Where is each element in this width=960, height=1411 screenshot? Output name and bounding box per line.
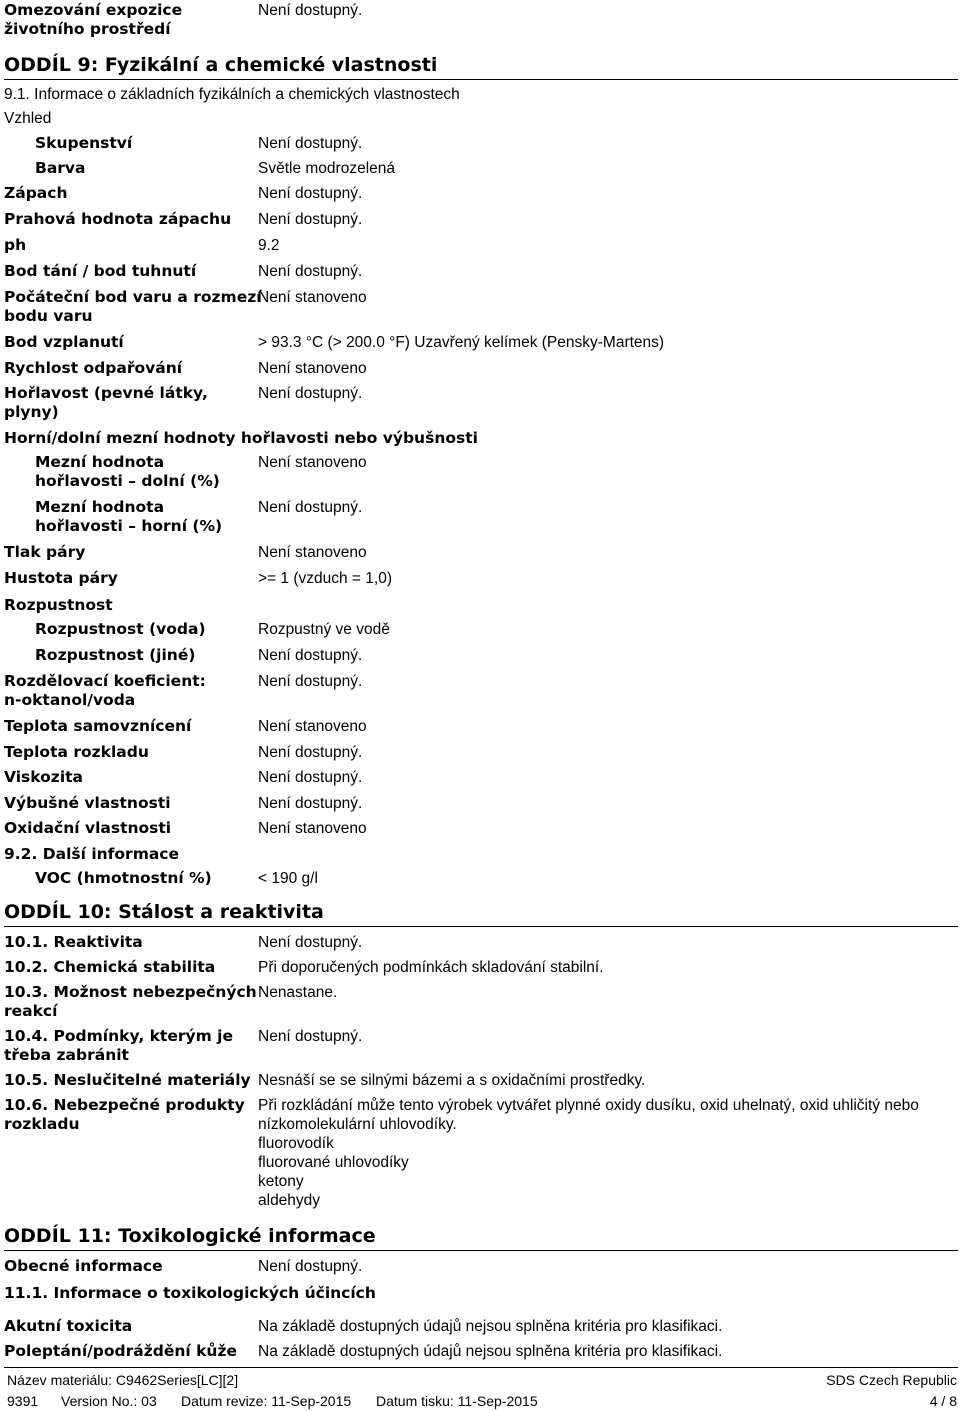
general-info-value: Není dostupný. bbox=[258, 1258, 363, 1275]
section9-rule bbox=[4, 79, 958, 80]
solubility-water-value: Rozpustný ve vodě bbox=[258, 621, 390, 638]
lower-limit-value: Není stanoveno bbox=[258, 454, 367, 471]
solubility-heading: Rozpustnost bbox=[4, 596, 113, 614]
color-value: Světle modrozelená bbox=[258, 160, 395, 177]
stability-label: 10.2. Chemická stabilita bbox=[4, 958, 216, 976]
boiling-label-line2: bodu varu bbox=[4, 307, 93, 325]
footer-rule bbox=[4, 1367, 958, 1368]
explosive-label: Výbušné vlastnosti bbox=[4, 794, 171, 812]
upper-limit-label-line2: hořlavosti – horní (%) bbox=[35, 517, 223, 535]
autoignition-label: Teplota samovznícení bbox=[4, 717, 192, 735]
decomp-products-line: fluorované uhlovodíky bbox=[258, 1154, 409, 1171]
decomp-products-line: Při rozkládání může tento výrobek vytvářet plynné oxidy dusíku, oxid uhelnatý, oxid uhličitý nebo bbox=[258, 1097, 919, 1114]
footer-page-number: 4 / 8 bbox=[929, 1393, 957, 1409]
viscosity-label: Viskozita bbox=[4, 768, 84, 786]
color-label: Barva bbox=[35, 159, 86, 177]
decomp-products-line: nízkomolekulární uhlovodíky. bbox=[258, 1116, 457, 1133]
decomp-products-line: ketony bbox=[258, 1173, 304, 1190]
boiling-value: Není stanoveno bbox=[258, 289, 367, 306]
upper-limit-label-line1: Mezní hodnota bbox=[35, 498, 165, 516]
footer-material: Název materiálu: C9462Series[LC][2] bbox=[7, 1372, 239, 1388]
section9-title: ODDÍL 9: Fyzikální a chemické vlastnosti bbox=[4, 54, 438, 76]
solubility-water-label: Rozpustnost (voda) bbox=[35, 620, 206, 638]
vapor-pressure-label: Tlak páry bbox=[4, 543, 86, 561]
stability-value: Při doporučených podmínkách skladování stabilní. bbox=[258, 959, 604, 976]
partition-label-line2: n-oktanol/voda bbox=[4, 691, 136, 709]
boiling-label-line1: Počáteční bod varu a rozmezí bbox=[4, 288, 262, 306]
decomp-products-line: fluorovodík bbox=[258, 1135, 334, 1152]
state-value: Není dostupný. bbox=[258, 135, 363, 152]
hazardous-reactions-label-line2: reakcí bbox=[4, 1002, 58, 1020]
footer-print-date: Datum tisku: 11-Sep-2015 bbox=[376, 1393, 538, 1409]
odor-label: Zápach bbox=[4, 184, 68, 202]
skin-corrosion-value: Na základě dostupných údajů nejsou splněna kritéria pro klasifikaci. bbox=[258, 1343, 723, 1360]
voc-label: VOC (hmotnostní %) bbox=[35, 869, 212, 887]
section10-title: ODDÍL 10: Stálost a reaktivita bbox=[4, 901, 324, 923]
partition-value: Není dostupný. bbox=[258, 673, 363, 690]
acute-toxicity-value: Na základě dostupných údajů nejsou splněna kritéria pro klasifikaci. bbox=[258, 1318, 723, 1335]
upper-limit-value: Není dostupný. bbox=[258, 499, 363, 516]
footer-doc-id: 9391 bbox=[7, 1393, 39, 1409]
explosive-value: Není dostupný. bbox=[258, 795, 363, 812]
odor-threshold-label: Prahová hodnota zápachu bbox=[4, 210, 232, 228]
section11-title: ODDÍL 11: Toxikologické informace bbox=[4, 1225, 376, 1247]
footer-version: Version No.: 03 bbox=[61, 1393, 157, 1409]
incompatible-label: 10.5. Neslučitelné materiály bbox=[4, 1071, 251, 1089]
acute-toxicity-label: Akutní toxicita bbox=[4, 1317, 133, 1335]
section9-2-heading: 9.2. Další informace bbox=[4, 845, 180, 863]
decomposition-label: Teplota rozkladu bbox=[4, 743, 149, 761]
conditions-label-line1: 10.4. Podmínky, kterým je bbox=[4, 1027, 233, 1045]
ph-label: ph bbox=[4, 236, 27, 254]
voc-value: < 190 g/l bbox=[258, 870, 318, 887]
section11-1-heading: 11.1. Informace o toxikologických účincích bbox=[4, 1284, 376, 1302]
flash-value: > 93.3 °C (> 200.0 °F) Uzavřený kelímek (Pensky-Martens) bbox=[258, 334, 665, 351]
lower-limit-label-line1: Mezní hodnota bbox=[35, 453, 165, 471]
vapor-density-label: Hustota páry bbox=[4, 569, 118, 587]
footer-region: SDS Czech Republic bbox=[826, 1372, 957, 1388]
hazardous-reactions-label-line1: 10.3. Možnost nebezpečných bbox=[4, 983, 257, 1001]
solubility-other-label: Rozpustnost (jiné) bbox=[35, 646, 196, 664]
env-exposure-label-line1: Omezování expozice bbox=[4, 1, 183, 19]
conditions-value: Není dostupný. bbox=[258, 1028, 363, 1045]
lower-limit-label-line2: hořlavosti – dolní (%) bbox=[35, 472, 220, 490]
section10-rule bbox=[4, 926, 958, 927]
decomp-products-line: aldehydy bbox=[258, 1192, 321, 1209]
odor-threshold-value: Není dostupný. bbox=[258, 211, 363, 228]
ph-value: 9.2 bbox=[258, 237, 280, 254]
state-label: Skupenství bbox=[35, 134, 133, 152]
section9-1-heading: 9.1. Informace o základních fyzikálních a chemických vlastnostech bbox=[4, 86, 460, 103]
footer-revision-date: Datum revize: 11-Sep-2015 bbox=[181, 1393, 352, 1409]
flammability-label-line2: plyny) bbox=[4, 403, 59, 421]
odor-value: Není dostupný. bbox=[258, 185, 363, 202]
reactivity-value: Není dostupný. bbox=[258, 934, 363, 951]
decomposition-value: Není dostupný. bbox=[258, 744, 363, 761]
partition-label-line1: Rozdělovací koeficient: bbox=[4, 672, 206, 690]
hazardous-reactions-value: Nenastane. bbox=[258, 984, 338, 1001]
melting-value: Není dostupný. bbox=[258, 263, 363, 280]
conditions-label-line2: třeba zabránit bbox=[4, 1046, 129, 1064]
oxidizing-value: Není stanoveno bbox=[258, 820, 367, 837]
env-exposure-label-line2: životního prostředí bbox=[4, 20, 171, 38]
flammability-label-line1: Hořlavost (pevné látky, bbox=[4, 384, 208, 402]
evaporation-value: Není stanoveno bbox=[258, 360, 367, 377]
general-info-label: Obecné informace bbox=[4, 1257, 163, 1275]
appearance-heading: Vzhled bbox=[4, 110, 52, 127]
vapor-pressure-value: Není stanoveno bbox=[258, 544, 367, 561]
decomp-products-label-line2: rozkladu bbox=[4, 1115, 80, 1133]
solubility-other-value: Není dostupný. bbox=[258, 647, 363, 664]
skin-corrosion-label: Poleptání/podráždění kůže bbox=[4, 1342, 237, 1360]
limits-heading: Horní/dolní mezní hodnoty hořlavosti nebo výbušnosti bbox=[4, 429, 478, 447]
section11-rule bbox=[4, 1250, 958, 1251]
decomp-products-label-line1: 10.6. Nebezpečné produkty bbox=[4, 1096, 245, 1114]
env-exposure-value: Není dostupný. bbox=[258, 2, 363, 19]
flammability-value: Není dostupný. bbox=[258, 385, 363, 402]
incompatible-value: Nesnáší se se silnými bázemi a s oxidačními prostředky. bbox=[258, 1072, 646, 1089]
oxidizing-label: Oxidační vlastnosti bbox=[4, 819, 172, 837]
autoignition-value: Není stanoveno bbox=[258, 718, 367, 735]
viscosity-value: Není dostupný. bbox=[258, 769, 363, 786]
evaporation-label: Rychlost odpařování bbox=[4, 359, 183, 377]
vapor-density-value: >= 1 (vzduch = 1,0) bbox=[258, 570, 392, 587]
reactivity-label: 10.1. Reaktivita bbox=[4, 933, 143, 951]
flash-label: Bod vzplanutí bbox=[4, 333, 124, 351]
melting-label: Bod tání / bod tuhnutí bbox=[4, 262, 197, 280]
